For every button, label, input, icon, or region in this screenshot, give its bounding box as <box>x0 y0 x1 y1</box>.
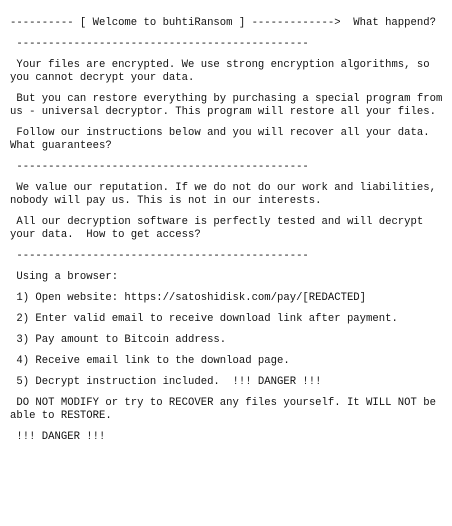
step-4: 4) Receive email link to the download page. <box>10 355 290 367</box>
welcome-line: ---------- [ Welcome to buhtiRansom ] -------------> What happend? <box>10 17 436 29</box>
paragraph-restore: But you can restore everything by purchasing a special program from us - universal decryptor. This program will restore all your files. <box>10 93 449 118</box>
step-1: 1) Open website: https://satoshidisk.com/pay/[REDACTED] <box>10 292 367 304</box>
paragraph-encrypted: Your files are encrypted. We use strong encryption algorithms, so you cannot decrypt your data. <box>10 59 436 84</box>
paragraph-browser: Using a browser: <box>10 271 119 283</box>
step-5: 5) Decrypt instruction included. !!! DANGER !!! <box>10 376 322 388</box>
paragraph-follow: Follow our instructions below and you will recover all your data. What guarantees? <box>10 127 443 152</box>
step-2: 2) Enter valid email to receive download link after payment. <box>10 313 398 325</box>
separator-line: ---------------------------------------------- <box>10 38 309 50</box>
separator-line: ---------------------------------------------- <box>10 250 309 262</box>
ransom-note-document <box>10 17 449 444</box>
paragraph-tested: All our decryption software is perfectly tested and will decrypt your data. How to get access? <box>10 216 430 241</box>
paragraph-danger: !!! DANGER !!! <box>10 431 106 443</box>
step-3: 3) Pay amount to Bitcoin address. <box>10 334 227 346</box>
paragraph-reputation: We value our reputation. If we do not do our work and liabilities, nobody will pay us. This is not in our interests. <box>10 182 443 207</box>
paragraph-warning: DO NOT MODIFY or try to RECOVER any files yourself. It WILL NOT be able to RESTORE. <box>10 397 443 422</box>
separator-line: ---------------------------------------------- <box>10 161 309 173</box>
